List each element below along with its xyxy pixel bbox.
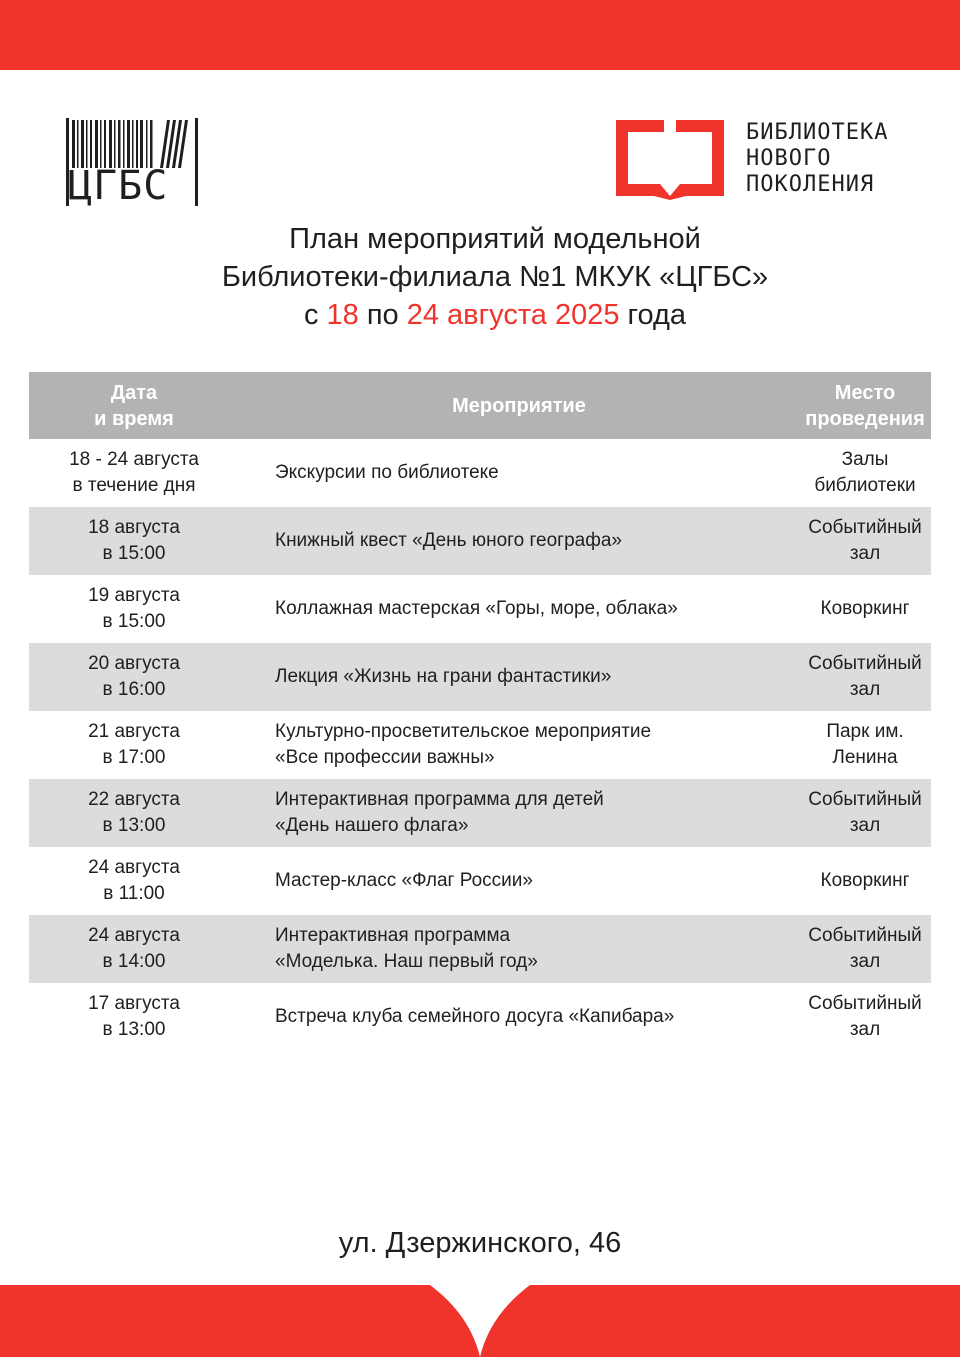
date-cell-line: в 11:00 bbox=[103, 883, 165, 904]
place-cell-line: Событийный bbox=[808, 925, 922, 946]
header-place-line: проведения bbox=[805, 407, 925, 430]
event-cell bbox=[239, 711, 799, 779]
date-cell bbox=[29, 643, 239, 711]
events-table bbox=[29, 372, 931, 1051]
place-cell-line: зал bbox=[849, 815, 881, 836]
date-cell-line: 24 августа bbox=[88, 857, 180, 878]
table-row bbox=[29, 915, 931, 983]
event-cell bbox=[239, 915, 799, 983]
date-cell-line: 24 августа bbox=[88, 925, 180, 946]
table-row bbox=[29, 847, 931, 915]
event-cell-line: «День нашего флага» bbox=[275, 815, 469, 836]
library-logo-text bbox=[746, 120, 888, 198]
place-cell bbox=[799, 779, 931, 847]
place-cell bbox=[799, 507, 931, 575]
event-cell bbox=[239, 575, 799, 643]
date-cell bbox=[29, 711, 239, 779]
place-cell bbox=[799, 983, 931, 1051]
date-cell-line: в 15:00 bbox=[102, 611, 166, 632]
date-cell-line: в 13:00 bbox=[102, 815, 166, 836]
place-cell bbox=[799, 847, 931, 915]
event-cell-line: Лекция «Жизнь на грани фантастики» bbox=[275, 666, 612, 687]
date-cell-line: 22 августа bbox=[88, 789, 180, 810]
header-place bbox=[799, 372, 931, 439]
place-cell-line: Событийный bbox=[808, 653, 922, 674]
barcode-icon bbox=[66, 120, 198, 168]
place-cell bbox=[799, 915, 931, 983]
library-logo-line: ПОКОЛЕНИЯ bbox=[746, 172, 875, 197]
event-cell-line: Экскурсии по библиотеке bbox=[275, 462, 499, 483]
date-cell bbox=[29, 915, 239, 983]
date-cell-line: 19 августа bbox=[88, 585, 180, 606]
place-cell-line: Залы bbox=[841, 449, 889, 470]
title-line-1: План мероприятий модельной bbox=[289, 223, 701, 255]
library-logo-line: НОВОГО bbox=[746, 146, 832, 171]
date-cell bbox=[29, 507, 239, 575]
header-date bbox=[29, 372, 239, 439]
date-cell bbox=[29, 779, 239, 847]
place-cell-line: Событийный bbox=[808, 789, 922, 810]
event-cell-line: «Все профессии важны» bbox=[275, 747, 495, 768]
date-from: 18 bbox=[326, 299, 359, 331]
event-cell-line: Коллажная мастерская «Горы, море, облака» bbox=[275, 598, 678, 619]
place-cell-line: Ленина bbox=[832, 747, 898, 768]
address: ул. Дзержинского, 46 bbox=[338, 1227, 622, 1259]
table-row bbox=[29, 779, 931, 847]
place-cell-line: Коворкинг bbox=[820, 598, 910, 619]
bottom-red-band bbox=[0, 1285, 960, 1357]
table-row bbox=[29, 507, 931, 575]
date-cell-line: в 13:00 bbox=[102, 1019, 166, 1040]
top-red-band bbox=[0, 0, 960, 70]
table-row bbox=[29, 575, 931, 643]
date-cell bbox=[29, 983, 239, 1051]
place-cell bbox=[799, 643, 931, 711]
title-line-2: Библиотеки-филиала №1 МКУК «ЦГБС» bbox=[221, 261, 769, 293]
date-cell-line: 18 августа bbox=[88, 517, 180, 538]
event-cell bbox=[239, 847, 799, 915]
event-cell-line: «Моделька. Наш первый год» bbox=[275, 951, 538, 972]
date-cell-line: 18 - 24 августа bbox=[69, 449, 199, 470]
place-cell-line: зал bbox=[849, 951, 881, 972]
open-book-icon bbox=[616, 120, 724, 200]
place-cell-line: Парк им. bbox=[826, 721, 904, 742]
place-cell-line: библиотеки bbox=[814, 475, 916, 496]
place-cell bbox=[799, 439, 931, 507]
header-event: Мероприятие bbox=[239, 372, 799, 439]
title-line-3 bbox=[0, 296, 960, 334]
library-logo-line: БИБЛИОТЕКА bbox=[746, 120, 889, 145]
event-cell-line: Интерактивная программа для детей bbox=[275, 789, 604, 810]
date-cell-line: в 14:00 bbox=[102, 951, 166, 972]
event-cell bbox=[239, 507, 799, 575]
library-logo bbox=[616, 118, 906, 202]
date-cell-line: в 16:00 bbox=[102, 679, 166, 700]
table-row bbox=[29, 439, 931, 507]
date-cell-line: в течение дня bbox=[72, 475, 196, 496]
place-cell-line: зал bbox=[849, 679, 881, 700]
event-cell bbox=[239, 643, 799, 711]
title-suffix: года bbox=[619, 299, 687, 331]
cgbs-logo-text: ЦГБС bbox=[68, 163, 169, 209]
cgbs-logo bbox=[66, 118, 198, 208]
date-cell-line: 17 августа bbox=[88, 993, 180, 1014]
table-header-row bbox=[29, 372, 931, 439]
event-cell-line: Интерактивная программа bbox=[275, 925, 511, 946]
header-place-line: Место bbox=[834, 381, 896, 404]
date-cell-line: в 17:00 bbox=[102, 747, 166, 768]
event-cell-line: Мастер-класс «Флаг России» bbox=[275, 870, 533, 891]
date-cell bbox=[29, 575, 239, 643]
date-cell-line: 21 августа bbox=[88, 721, 180, 742]
header-date-line: Дата bbox=[110, 381, 158, 404]
bottom-band-shape bbox=[0, 1285, 960, 1357]
date-cell-line: в 15:00 bbox=[102, 543, 166, 564]
place-cell-line: зал bbox=[849, 1019, 881, 1040]
date-cell-line: 20 августа bbox=[88, 653, 180, 674]
date-cell bbox=[29, 439, 239, 507]
place-cell-line: Событийный bbox=[808, 517, 922, 538]
title-mid: по bbox=[358, 299, 407, 331]
table-row bbox=[29, 643, 931, 711]
place-cell-line: Коворкинг bbox=[820, 870, 910, 891]
event-cell-line: Книжный квест «День юного географа» bbox=[275, 530, 622, 551]
table-row bbox=[29, 711, 931, 779]
table-row bbox=[29, 983, 931, 1051]
header-date-line: и время bbox=[94, 407, 174, 430]
date-cell bbox=[29, 847, 239, 915]
page-title bbox=[0, 220, 960, 334]
event-cell-line: Культурно-просветительское мероприятие bbox=[275, 721, 652, 742]
date-to: 24 августа 2025 bbox=[406, 299, 620, 331]
event-cell bbox=[239, 983, 799, 1051]
place-cell bbox=[799, 575, 931, 643]
place-cell bbox=[799, 711, 931, 779]
event-cell bbox=[239, 439, 799, 507]
title-prefix: с bbox=[303, 299, 327, 331]
place-cell-line: Событийный bbox=[808, 993, 922, 1014]
event-cell bbox=[239, 779, 799, 847]
event-cell-line: Встреча клуба семейного досуга «Капибара» bbox=[275, 1006, 675, 1027]
place-cell-line: зал bbox=[849, 543, 881, 564]
